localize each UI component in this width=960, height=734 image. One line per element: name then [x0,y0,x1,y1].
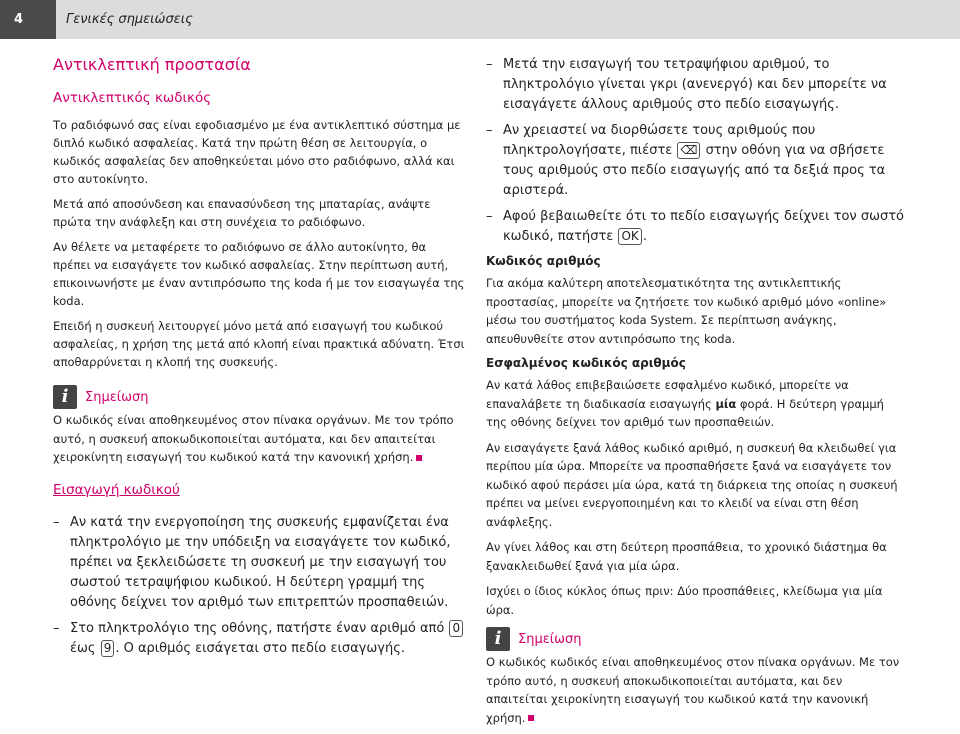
code-heading: Κωδικός αριθμός [486,254,601,268]
sub-heading: Αντικλεπτικός κωδικός [53,90,212,106]
paragraph: Αν θέλετε να μεταφέρετε το ραδιόφωνο σε άλλο αυτοκίνητο, θα πρέπει να εισαγάγετε τον κωδικό ασφαλείας. Στην περίπτωση αυτή, επικοινωνήστε με έναν αντιπρόσωπο της koda ή με τον εισαγωγέα της koda. [53,240,465,308]
list-item: – Αφού βεβαιωθείτε ότι το πεδίο εισαγωγής δείχνει τον σωστό κωδικό, πατήστε OK . [486,209,904,244]
section-heading: Εισαγωγή κωδικού [53,481,180,498]
page-number: 4 [0,0,56,39]
note-text: Ο κωδικός κωδικός είναι αποθηκευμένος στον πίνακα οργάνων. Με τον τρόπο αυτό, η συσκευή αποκωδικοποιείται αυτόματα, και δεν απαιτείται χειροκίνητη εισαγωγή του κωδικού κατά την κανονική χρήση. [486,655,900,725]
paragraph: Μετά από αποσύνδεση και επανασύνδεση της μπαταρίας, ανάψτε πρώτα την ανάφλεξη και στη συνέχεια το ραδιόφωνο. [53,197,431,229]
paragraph: Ισχύει ο ίδιος κύκλος όπως πριν: Δύο προσπάθειες, κλείδωμα για μία ώρα. [486,584,883,617]
info-icon: i [486,627,510,651]
note-title: Σημείωση [518,631,582,647]
page-header [0,0,960,39]
note-header [53,385,465,409]
info-icon: i [53,385,77,409]
ok-key-icon: OK [618,228,641,245]
note-text: Ο κωδικός είναι αποθηκευμένος στον πίνακα οργάνων. Με τον τρόπο αυτό, η συσκευή αποκωδικοποιείται αυτόματα, και δεν απαιτείται χειροκίνητη εισαγωγή του κωδικού κατά την κανονική χρήση. [53,413,454,464]
list-item: – Αν χρειαστεί να διορθώσετε τους αριθμούς που πληκτρολογήσατε, πιέστε ⌫ στην οθόνη για να σβήσετε τους αριθμούς στο πεδίο εισαγωγής από τα δεξιά προς τα αριστερά. [486,123,886,198]
key-0-icon: 0 [449,620,463,637]
paragraph: Αν κατά λάθος επιβεβαιώσετε εσφαλμένο κωδικό, μπορείτε να επαναλάβετε τη διαδικασία εισαγωγής μία φορά. Η δεύτερη γραμμή της οθόνης δείχνει τον αριθμό των προσπαθειών. [486,378,884,429]
chapter-title: Γενικές σημειώσεις [66,12,193,27]
list-item: – Στο πληκτρολόγιο της οθόνης, πατήστε έναν αριθμό από 0 έως 9 . Ο αριθμός εισάγεται στο πεδίο εισαγωγής. [53,619,465,659]
list-item: – Αν κατά την ενεργοποίηση της συσκευής εμφανίζεται ένα πληκτρολόγιο με την υπόδειξη να εισαγάγετε τον κωδικό, πρέπει να ξεκλειδώσετε τη συσκευή με την εισαγωγή του σωστού τετραψήφιου κωδικού. Η δεύτερη γραμμή της οθόνης δείχνει τον αριθμό των επιτρεπτών προσπαθειών. [53,514,451,610]
paragraph: Για ακόμα καλύτερη αποτελεσματικότητα της αντικλεπτικής προστασίας, μπορείτε να ζητήσετε τον κωδικό αριθμό μόνο «online» μέσω του συστήματος koda System. Σε περίπτωση ανάγκης, απευθυνθείτε στον αντιπρόσωπο της koda. [486,276,887,346]
note-header [486,627,906,651]
paragraph: Αν εισαγάγετε ξανά λάθος κωδικό αριθμό, η συσκευή θα κλειδωθεί για περίπου μία ώρα. Μπορείτε να προσπαθήσετε ξανά να εισαγάγετε τον κωδικό αφού περάσει μία ώρα, κατά τη διάρκεια της οποίας η συσκευή πρέπει να μείνει ενεργοποιημένη και το κλειδί να είναι στη θέση ανάφλεξης. [486,440,898,529]
right-column [486,55,906,734]
backspace-key-icon: ⌫ [677,142,700,159]
note-title: Σημείωση [85,389,149,405]
list-item: – Μετά την εισαγωγή του τετραψήφιου αριθμού, το πληκτρολόγιο γίνεται γκρι (ανενεργό) και δεν μπορείτε να εισαγάγετε άλλους αριθμούς στο πεδίο εισαγωγής. [486,57,887,112]
paragraph: Το ραδιόφωνό σας είναι εφοδιασμένο με ένα αντικλεπτικό σύστημα με διπλό κωδικό ασφαλείας. Κατά την πρώτη θέση σε λειτουργία, ο κωδικός ασφαλείας δεν αποθηκεύεται μόνο στο ραδιόφωνο, αλλά και στο αυτοκίνητο. [53,118,461,186]
key-9-icon: 9 [101,640,115,657]
left-column [53,55,465,665]
end-mark [416,455,422,461]
main-heading: Αντικλεπτική προστασία [53,55,251,74]
end-mark [528,715,534,721]
wrong-code-heading: Εσφαλμένος κωδικός αριθμός [486,356,686,370]
paragraph: Αν γίνει λάθος και στη δεύτερη προσπάθεια, το χρονικό διάστημα θα ξανακλειδωθεί ξανά για μία ώρα. [486,540,887,573]
paragraph: Επειδή η συσκευή λειτουργεί μόνο μετά από εισαγωγή του κωδικού ασφαλείας, η χρήση της μετά από κλοπή είναι πρακτικά αδύνατη. Έτσι αποθαρρύνεται η κλοπή της συσκευής. [53,319,465,369]
